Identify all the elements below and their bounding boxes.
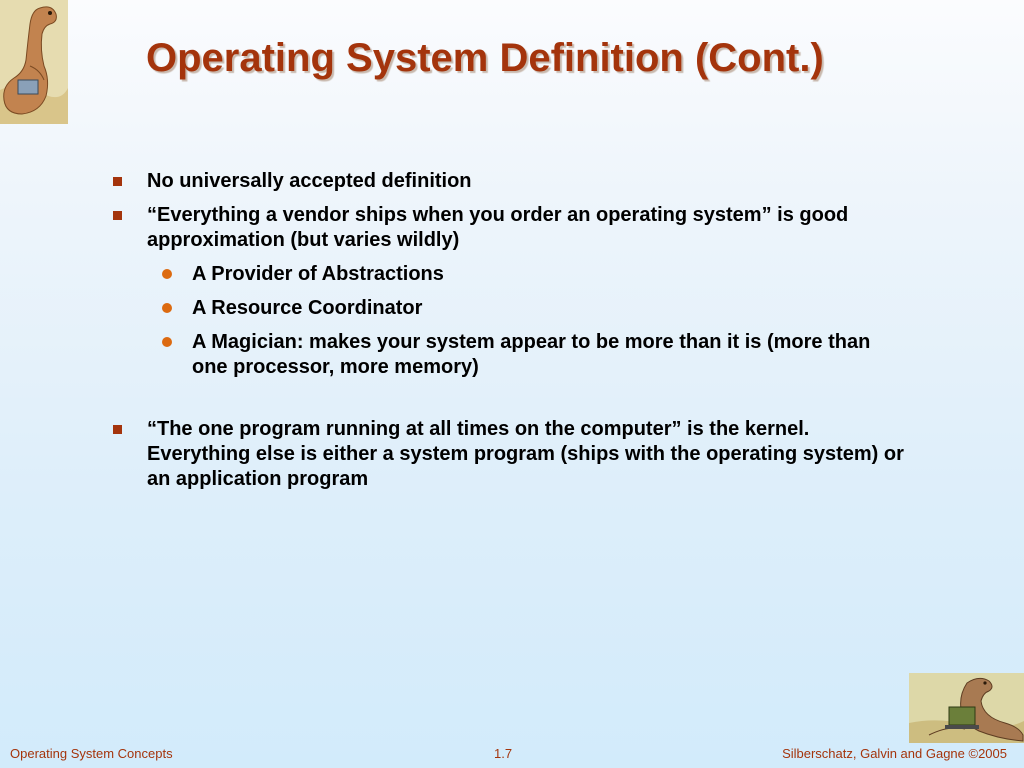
round-bullet-icon: [162, 337, 172, 347]
bullet-text: “The one program running at all times on the computer” is the kernel. Everything else is either a system program (ships with the operating system) or an application program: [147, 418, 904, 490]
bullet-text: “Everything a vendor ships when you order an operating system” is good approximation (but varies wildly): [147, 204, 849, 251]
dinosaur-laptop-icon: [909, 673, 1024, 743]
bullet-item: [110, 169, 910, 194]
footer-book-title: Operating System Concepts: [10, 746, 173, 761]
sub-bullet-text: A Magician: makes your system appear to be more than it is (more than one processor, more memory): [192, 331, 871, 378]
sub-bullet-text: A Provider of Abstractions: [192, 263, 444, 285]
dinosaur-logo-icon: [0, 0, 68, 124]
bullet-item: [110, 203, 910, 253]
sub-bullet-item: [110, 296, 910, 321]
square-bullet-icon: [113, 177, 122, 186]
round-bullet-icon: [162, 269, 172, 279]
sub-bullet-item: [110, 262, 910, 287]
square-bullet-icon: [113, 211, 122, 220]
bullet-item: [110, 417, 910, 492]
bullet-text: No universally accepted definition: [147, 170, 472, 192]
sub-bullet-item: [110, 330, 910, 380]
slide-title: Operating System Definition (Cont.): [146, 36, 824, 80]
sub-bullet-text: A Resource Coordinator: [192, 297, 423, 319]
slide-content: [110, 169, 910, 501]
footer-page-number: 1.7: [494, 746, 513, 761]
footer-authors: Silberschatz, Galvin and Gagne ©2005: [782, 746, 1007, 761]
round-bullet-icon: [162, 303, 172, 313]
square-bullet-icon: [113, 425, 122, 434]
